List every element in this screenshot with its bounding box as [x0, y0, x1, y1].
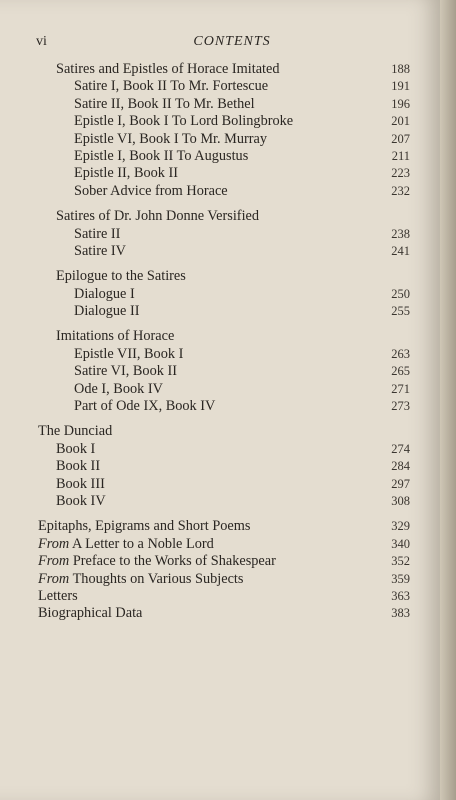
- entry-title: [74, 78, 268, 95]
- entry-page-number: 238: [391, 226, 410, 241]
- entry-title: [56, 493, 106, 510]
- entry-page-number: 188: [391, 62, 410, 76]
- entry-prefix: From: [38, 570, 70, 587]
- entry-text: Epistle I, Book II To Augustus: [74, 147, 249, 164]
- entry-title: [38, 518, 250, 535]
- toc-entry: [0, 183, 440, 200]
- entry-text: Epistle I, Book I To Lord Bolingbroke: [74, 113, 294, 130]
- toc-entry: [0, 113, 440, 130]
- entry-page-number: 191: [391, 79, 410, 94]
- entry-title: [56, 61, 280, 78]
- entry-text: Satire II: [74, 225, 121, 242]
- entry-text: Satires and Epistles of Horace Imitated: [56, 61, 280, 77]
- entry-page-number: 297: [391, 476, 410, 491]
- entry-text: Ode I, Book IV: [74, 380, 163, 397]
- toc-entry: [0, 303, 440, 320]
- section-gap: [0, 260, 440, 268]
- entry-page-number: 383: [391, 606, 410, 621]
- entry-page-number: 241: [391, 243, 410, 258]
- entry-title: [74, 113, 293, 130]
- toc-entry: [0, 493, 440, 510]
- entry-title: [74, 303, 140, 320]
- entry-title: [74, 165, 178, 182]
- toc-entry: [0, 536, 440, 553]
- entry-text: Epilogue to the Satires: [56, 268, 186, 285]
- toc-entry: [0, 208, 440, 225]
- entry-title: [74, 226, 120, 243]
- entry-page-number: 359: [391, 571, 410, 586]
- entry-title: [74, 148, 248, 165]
- entry-text: Biographical Data: [38, 605, 143, 622]
- entry-text: Book III: [56, 475, 105, 492]
- entry-page-number: 250: [391, 286, 410, 301]
- entry-page-number: 363: [391, 588, 410, 603]
- entry-title: [56, 441, 95, 458]
- entry-title: [74, 131, 267, 148]
- toc-entry: [0, 605, 440, 622]
- toc-entry: [0, 458, 440, 475]
- page-number: vi: [36, 34, 47, 49]
- toc-entry: [0, 441, 440, 458]
- toc-entry: [0, 268, 440, 285]
- toc-entry: [0, 243, 440, 260]
- entry-text: Book I: [56, 440, 96, 457]
- entry-page-number: 273: [391, 399, 410, 414]
- section-gap: [0, 415, 440, 423]
- entry-text: The Dunciad: [38, 423, 113, 440]
- entry-title: [74, 398, 215, 415]
- entry-text: Satires of Dr. John Donne Versified: [56, 208, 260, 225]
- entry-title: [74, 243, 126, 260]
- entry-title: [74, 286, 135, 303]
- entry-text: Dialogue II: [74, 303, 140, 320]
- toc-entry: [0, 286, 440, 303]
- toc-entry: [0, 328, 440, 345]
- entry-title: [74, 346, 183, 363]
- entry-page-number: 211: [391, 148, 410, 163]
- entry-page-number: 340: [391, 536, 410, 551]
- toc-entry: [0, 346, 440, 363]
- entry-page-number: 196: [391, 96, 410, 111]
- entry-title: [56, 476, 105, 493]
- entry-page-number: 265: [391, 364, 410, 379]
- entry-text: Letters: [38, 587, 78, 604]
- entry-text: Epitaphs, Epigrams and Short Poems: [38, 518, 251, 535]
- toc-entry: [0, 78, 440, 95]
- entry-text: Book II: [56, 458, 101, 475]
- entry-page-number: 207: [391, 131, 410, 146]
- entry-title: [56, 458, 100, 475]
- page-title: CONTENTS: [193, 34, 271, 49]
- toc-entry: [0, 363, 440, 380]
- entry-title: [38, 536, 214, 553]
- entry-text: Thoughts on Various Subjects: [69, 570, 244, 587]
- entry-title: [38, 605, 142, 622]
- page-edge: [440, 0, 456, 800]
- entry-title: [56, 268, 186, 285]
- entry-text: Satire VI, Book II: [74, 363, 177, 380]
- entry-text: Epistle VI, Book I To Mr. Murray: [74, 130, 268, 147]
- entry-text: Dialogue I: [74, 285, 135, 302]
- toc-entry: [0, 423, 440, 440]
- entry-page-number: 352: [391, 554, 410, 569]
- entry-text: Sober Advice from Horace: [74, 182, 228, 199]
- toc-entry: [0, 398, 440, 415]
- entry-page-number: 232: [391, 183, 410, 198]
- toc-entry: [0, 61, 440, 78]
- entry-page-number: 274: [391, 441, 410, 456]
- entry-page-number: 329: [391, 519, 410, 534]
- table-of-contents: [0, 61, 440, 623]
- entry-page-number: 255: [391, 304, 410, 319]
- entry-title: [74, 96, 255, 113]
- entry-page-number: 263: [391, 346, 410, 361]
- entry-prefix: From: [38, 535, 70, 552]
- toc-entry: [0, 571, 440, 588]
- entry-text: Satire I, Book II To Mr. Fortescue: [74, 78, 269, 95]
- entry-title: [74, 183, 228, 200]
- entry-title: [56, 208, 259, 225]
- entry-text: Satire II, Book II To Mr. Bethel: [74, 95, 255, 112]
- toc-entry: [0, 381, 440, 398]
- toc-entry: [0, 96, 440, 113]
- entry-page-number: 308: [391, 493, 410, 508]
- entry-title: [38, 553, 276, 570]
- entry-title: [38, 571, 243, 588]
- entry-title: [38, 423, 112, 440]
- entry-text: A Letter to a Noble Lord: [69, 535, 214, 552]
- entry-title: [38, 588, 78, 605]
- toc-entry: [0, 588, 440, 605]
- entry-text: Book IV: [56, 492, 106, 509]
- entry-title: [74, 381, 163, 398]
- entry-text: Satire IV: [74, 242, 127, 259]
- toc-entry: [0, 226, 440, 243]
- running-header: [36, 34, 428, 52]
- entry-page-number: 284: [391, 459, 410, 474]
- section-gap: [0, 200, 440, 208]
- entry-title: [56, 328, 174, 345]
- entry-page-number: 201: [391, 114, 410, 129]
- entry-text: Epistle VII, Book I: [74, 345, 184, 362]
- toc-entry: [0, 131, 440, 148]
- entry-title: [74, 363, 177, 380]
- entry-text: Epistle II, Book II: [74, 165, 179, 182]
- toc-entry: [0, 518, 440, 535]
- section-gap: [0, 320, 440, 328]
- toc-entry: [0, 165, 440, 182]
- entry-text: Imitations of Horace: [56, 328, 175, 345]
- entry-text: Part of Ode IX, Book IV: [74, 398, 216, 415]
- entry-page-number: 223: [391, 166, 410, 181]
- entry-prefix: From: [38, 553, 70, 570]
- toc-entry: [0, 148, 440, 165]
- section-gap: [0, 510, 440, 518]
- toc-entry: [0, 476, 440, 493]
- entry-page-number: 271: [391, 381, 410, 396]
- toc-entry: [0, 553, 440, 570]
- entry-text: Preface to the Works of Shakespear: [69, 553, 276, 570]
